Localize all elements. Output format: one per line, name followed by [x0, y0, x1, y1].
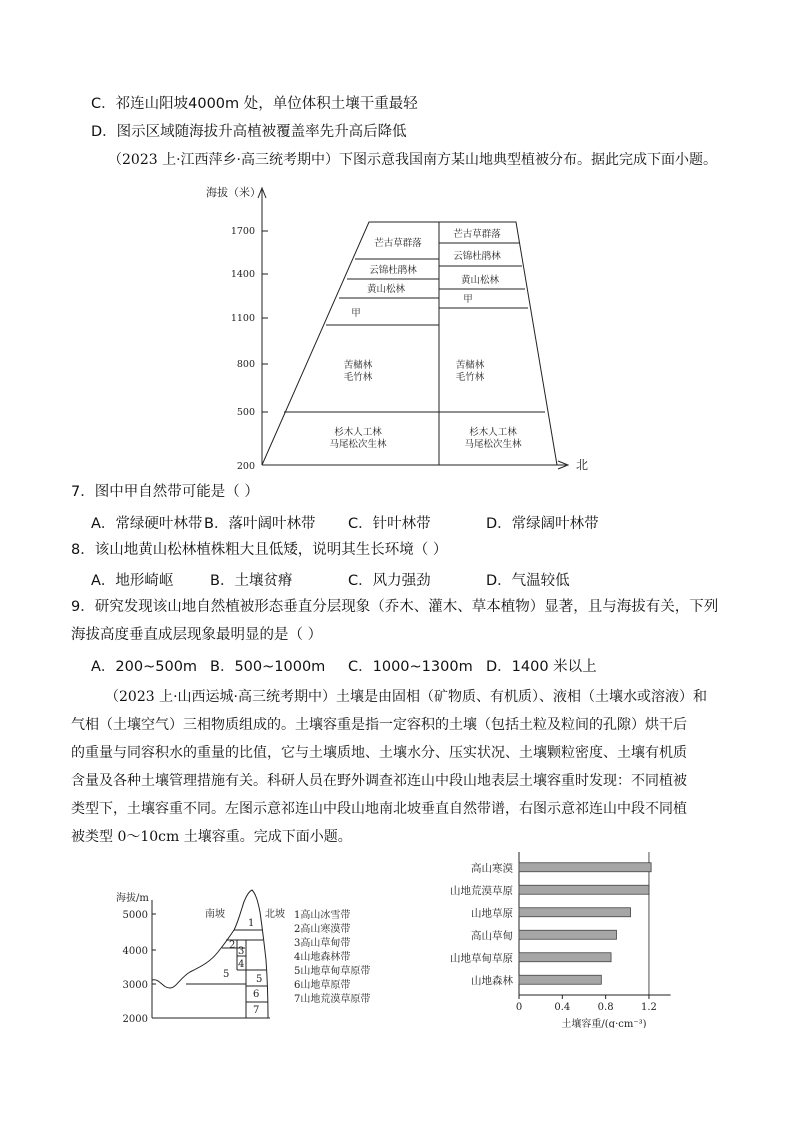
- q9-option-c[interactable]: C．1000~1300m: [348, 659, 473, 675]
- y-tick: 1100: [230, 313, 255, 324]
- intro-2-line: 含量及各种土壤管理措施有关。科研人员在野外调查祁连山中段山地表层土壤容重时发现：不同植被: [71, 773, 687, 789]
- q9-option-a[interactable]: A．200~500m: [91, 659, 198, 675]
- y-tick: 3000: [122, 980, 148, 991]
- zone-label: 杉木人工林: [469, 427, 517, 438]
- y-axis-label: 海拔（米）: [206, 186, 261, 199]
- legend-item: 4山地森林带: [294, 952, 351, 963]
- zone-label: 马尾松次生林: [464, 439, 522, 450]
- category-label: 高山草甸: [471, 929, 513, 942]
- zone-label: 毛竹林: [455, 372, 485, 383]
- legend-item: 6山地草原带: [294, 980, 351, 991]
- legend-item: 2高山寒漠带: [294, 924, 351, 935]
- x-tick-label: 0.4: [554, 1002, 571, 1013]
- q7-option-a[interactable]: A．常绿硬叶林带: [91, 516, 203, 532]
- y-tick: 200: [236, 461, 255, 472]
- q9-option-b[interactable]: B．500~1000m: [210, 659, 326, 675]
- bar: [519, 863, 651, 872]
- y-tick: 1400: [230, 269, 255, 280]
- y-tick: 1700: [230, 226, 255, 237]
- q8-option-b[interactable]: B．土壤贫瘠: [210, 573, 293, 589]
- soil-density-chart: [420, 850, 720, 1028]
- category-label: 山地森林: [471, 974, 513, 987]
- intro-2-line: （2023 上·山西运城·高三统考期中）土壤是由固相（矿物质、有机质）、液相（土壤水或溶液）和: [105, 689, 707, 705]
- zone-label: 苦槠林: [455, 360, 485, 371]
- intro-2-line: 类型下，土壤容重不同。左图示意祁连山中段山地南北坡垂直自然带谱，右图示意祁连山中段不同植: [71, 801, 687, 817]
- north-label: 北: [576, 458, 589, 472]
- zone-label: 云锦杜鹃林: [453, 251, 501, 262]
- q9-stem-line1: 9．研究发现该山地自然植被形态垂直分层现象（乔木、灌木、草本植物）显著，且与海拔有关，下列: [71, 599, 719, 615]
- south-slope-label: 南坡: [205, 909, 225, 920]
- zone-label: 黄山松林: [460, 275, 500, 286]
- q9-option-d[interactable]: D．1400 米以上: [486, 659, 597, 675]
- zone-number: 5: [223, 969, 230, 980]
- zone-label: 黄山松林: [366, 284, 406, 295]
- y-tick: 4000: [122, 946, 148, 957]
- zone-number: 4: [238, 959, 245, 970]
- zone-number: 3: [238, 946, 245, 957]
- x-tick-label: 1.2: [641, 1002, 657, 1013]
- q9-stem-line2: 海拔高度垂直成层现象最明显的是（ ）: [71, 627, 323, 643]
- q7-option-b[interactable]: B．落叶阔叶林带: [204, 516, 316, 532]
- zone-number: 5: [256, 974, 263, 985]
- zone-label: 甲: [351, 308, 361, 319]
- x-axis-label: 土壤容重/(g·cm⁻³): [561, 1019, 647, 1028]
- legend-item: 3高山草甸带: [294, 938, 351, 949]
- zone-label: 毛竹林: [343, 372, 373, 383]
- zone-number: 2: [229, 940, 236, 951]
- zone-number: 7: [253, 1005, 260, 1016]
- q8-option-c[interactable]: C．风力强劲: [348, 573, 431, 589]
- category-label: 高山寒漠: [471, 862, 513, 875]
- zone-label: 苦槠林: [343, 360, 373, 371]
- q7-stem: 7．图中甲自然带可能是（ ）: [71, 484, 259, 500]
- x-tick-label: 0: [515, 1002, 523, 1013]
- bar: [519, 885, 649, 894]
- mountain-zone-diagram: [110, 870, 400, 1030]
- y-tick: 500: [236, 407, 255, 418]
- q8-option-a[interactable]: A．地形崎岖: [91, 573, 174, 589]
- category-label: 山地草原: [471, 907, 513, 920]
- category-label: 山地草甸草原: [450, 952, 513, 965]
- intro-2-line: 的重量与同容积水的重量的比值，它与土壤质地、土壤水分、压实状况、土壤颗粒密度、土壤有机质: [71, 745, 687, 761]
- zone-label: 云锦杜鹃林: [369, 265, 417, 276]
- bar: [519, 953, 611, 962]
- q8-option-d[interactable]: D．气温较低: [486, 573, 570, 589]
- zone-number: 6: [253, 989, 260, 1000]
- q7-option-c[interactable]: C．针叶林带: [348, 516, 431, 532]
- q8-stem: 8．该山地黄山松林植株粗大且低矮，说明其生长环境（ ）: [71, 542, 448, 558]
- y-tick: 5000: [122, 910, 148, 921]
- legend-item: 7山地荒漠草原带: [294, 994, 371, 1005]
- zone-label: 马尾松次生林: [329, 439, 387, 450]
- vegetation-diagram: [0, 0, 794, 480]
- bar: [519, 908, 631, 917]
- north-slope-label: 北坡: [265, 909, 285, 920]
- y-axis-label: 海拔/m: [116, 893, 149, 904]
- y-tick: 2000: [122, 1014, 148, 1025]
- legend-item: 1高山冰雪带: [294, 910, 351, 921]
- intro-2-line: 被类型 0～10cm 土壤容重。完成下面小题。: [71, 829, 352, 845]
- x-tick-label: 0.8: [597, 1002, 614, 1013]
- zone-label: 杉木人工林: [334, 427, 382, 438]
- y-tick: 800: [236, 359, 255, 370]
- zone-label: 甲: [463, 294, 473, 305]
- intro-2-line: 气相（土壤空气）三相物质组成的。土壤容重是指一定容积的土壤（包括土粒及粒间的孔隙）烘干后: [71, 717, 687, 733]
- q7-option-d[interactable]: D．常绿阔叶林带: [486, 516, 599, 532]
- bar: [519, 930, 616, 939]
- zone-label: 芒古草群落: [453, 229, 501, 240]
- zone-label: 芒古草群落: [374, 238, 422, 249]
- intro-1: （2023 上·江西萍乡·高三统考期中）下图示意我国南方某山地典型植被分布。据此完成下面小题。: [108, 152, 717, 168]
- bar: [519, 975, 601, 984]
- prev-option-d: D．图示区域随海拔升高植被覆盖率先升高后降低: [91, 124, 407, 140]
- legend-item: 5山地草甸草原带: [294, 966, 371, 977]
- category-label: 山地荒漠草原: [450, 884, 513, 897]
- intro-2-paragraph: [71, 683, 727, 851]
- zone-number: 1: [248, 918, 255, 929]
- prev-option-c: C．祁连山阳坡4000m 处，单位体积土壤干重最轻: [91, 96, 418, 112]
